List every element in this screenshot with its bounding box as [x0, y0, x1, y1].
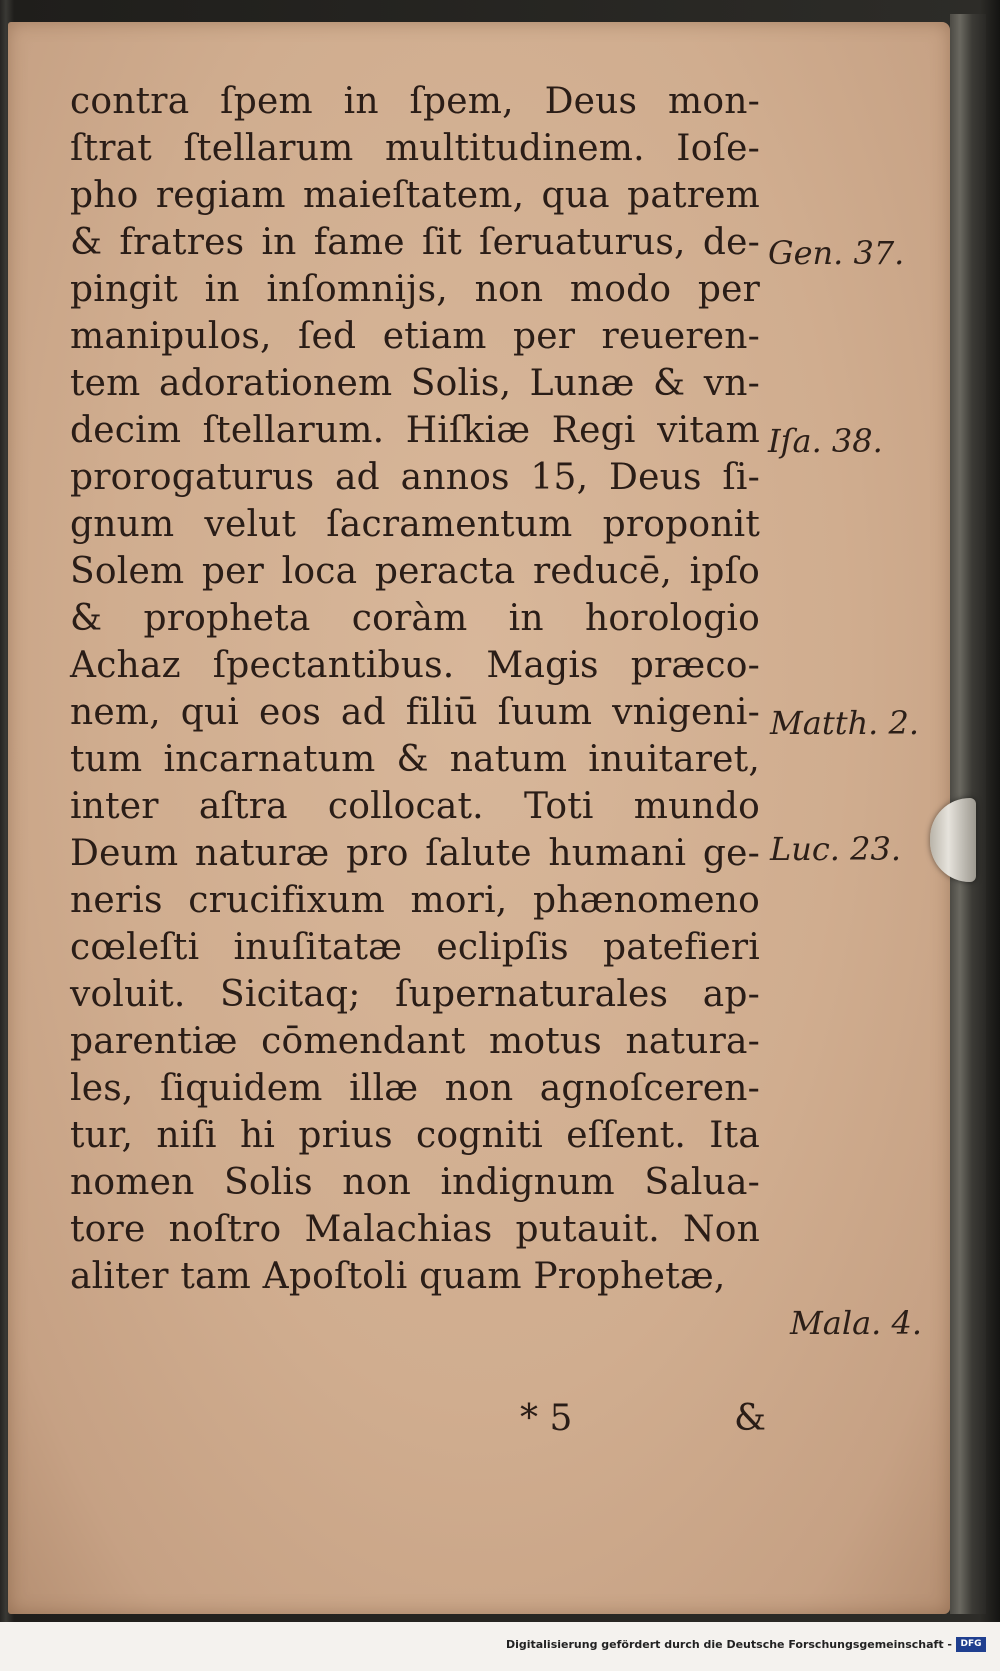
text-line: contra ſpem in ſpem, Deus mon-: [70, 81, 760, 122]
text-line: decim ſtellarum. Hiſkiæ Regi vitam: [70, 410, 760, 451]
dfg-logo-icon: DFG: [956, 1637, 986, 1652]
text-line: pingit in inſomnijs, non modo per: [70, 269, 760, 310]
text-line: nem, qui eos ad filiū ſuum vnigeni-: [70, 692, 760, 733]
text-line: inter aſtra collocat. Toti mundo: [70, 786, 760, 827]
marginal-note-luc: Luc. 23.: [770, 830, 902, 868]
signature-line: [70, 1398, 767, 1445]
text-line: Achaz ſpectantibus. Magis præco-: [70, 645, 760, 686]
footer-bar: [0, 1622, 1000, 1671]
text-line: cœleſti inuſitatæ eclipſis patefieri: [70, 927, 760, 968]
text-line: pho regiam maieſtatem, qua patrem: [70, 175, 760, 216]
text-line: manipulos, ſed etiam per reueren-: [70, 316, 760, 357]
text-line: Deum naturæ pro ſalute humani ge-: [70, 833, 760, 874]
text-line: nomen Solis non indignum Salua-: [70, 1162, 760, 1203]
text-line: neris crucifixum mori, phænomeno: [70, 880, 760, 921]
text-line: les, ſiquidem illæ non agnoſceren-: [70, 1068, 760, 1109]
signature-mark: * 5: [520, 1398, 573, 1439]
text-line: & propheta coràm in horologio: [70, 598, 760, 639]
text-line: tem adorationem Solis, Lunæ & vn-: [70, 363, 760, 404]
catchword: &: [734, 1398, 767, 1439]
marginal-note-gen: Gen. 37.: [768, 234, 905, 272]
text-line: prorogaturus ad annos 15, Deus ſi-: [70, 457, 760, 498]
text-line: ſtrat ſtellarum multitudinem. Ioſe-: [70, 128, 760, 169]
text-line: parentiæ cōmendant motus natura-: [70, 1021, 760, 1062]
text-line: voluit. Sicitaq; ſupernaturales ap-: [70, 974, 760, 1015]
text-line: Solem per loca peracta reducē, ipſo: [70, 551, 760, 592]
text-line: tore noſtro Malachias putauit. Non: [70, 1209, 760, 1250]
text-line: gnum velut ſacramentum proponit: [70, 504, 760, 545]
text-line: tur, niſi hi prius cogniti eſſent. Ita: [70, 1115, 760, 1156]
text-line: tum incarnatum & natum inuitaret,: [70, 739, 760, 780]
marginal-note-isa: Iſa. 38.: [768, 422, 883, 460]
text-line: aliter tam Apoſtoli quam Prophetæ,: [70, 1256, 726, 1297]
text-line: & fratres in fame ſit ſeruaturus, de-: [70, 222, 760, 263]
marginal-note-mala: Mala. 4.: [790, 1304, 923, 1342]
main-text-block: [70, 78, 770, 1300]
marginal-note-matth: Matth. 2.: [770, 704, 920, 742]
footer-credit-text: Digitalisierung gefördert durch die Deutsche Forschungsgemeinschaft -: [505, 1638, 952, 1651]
